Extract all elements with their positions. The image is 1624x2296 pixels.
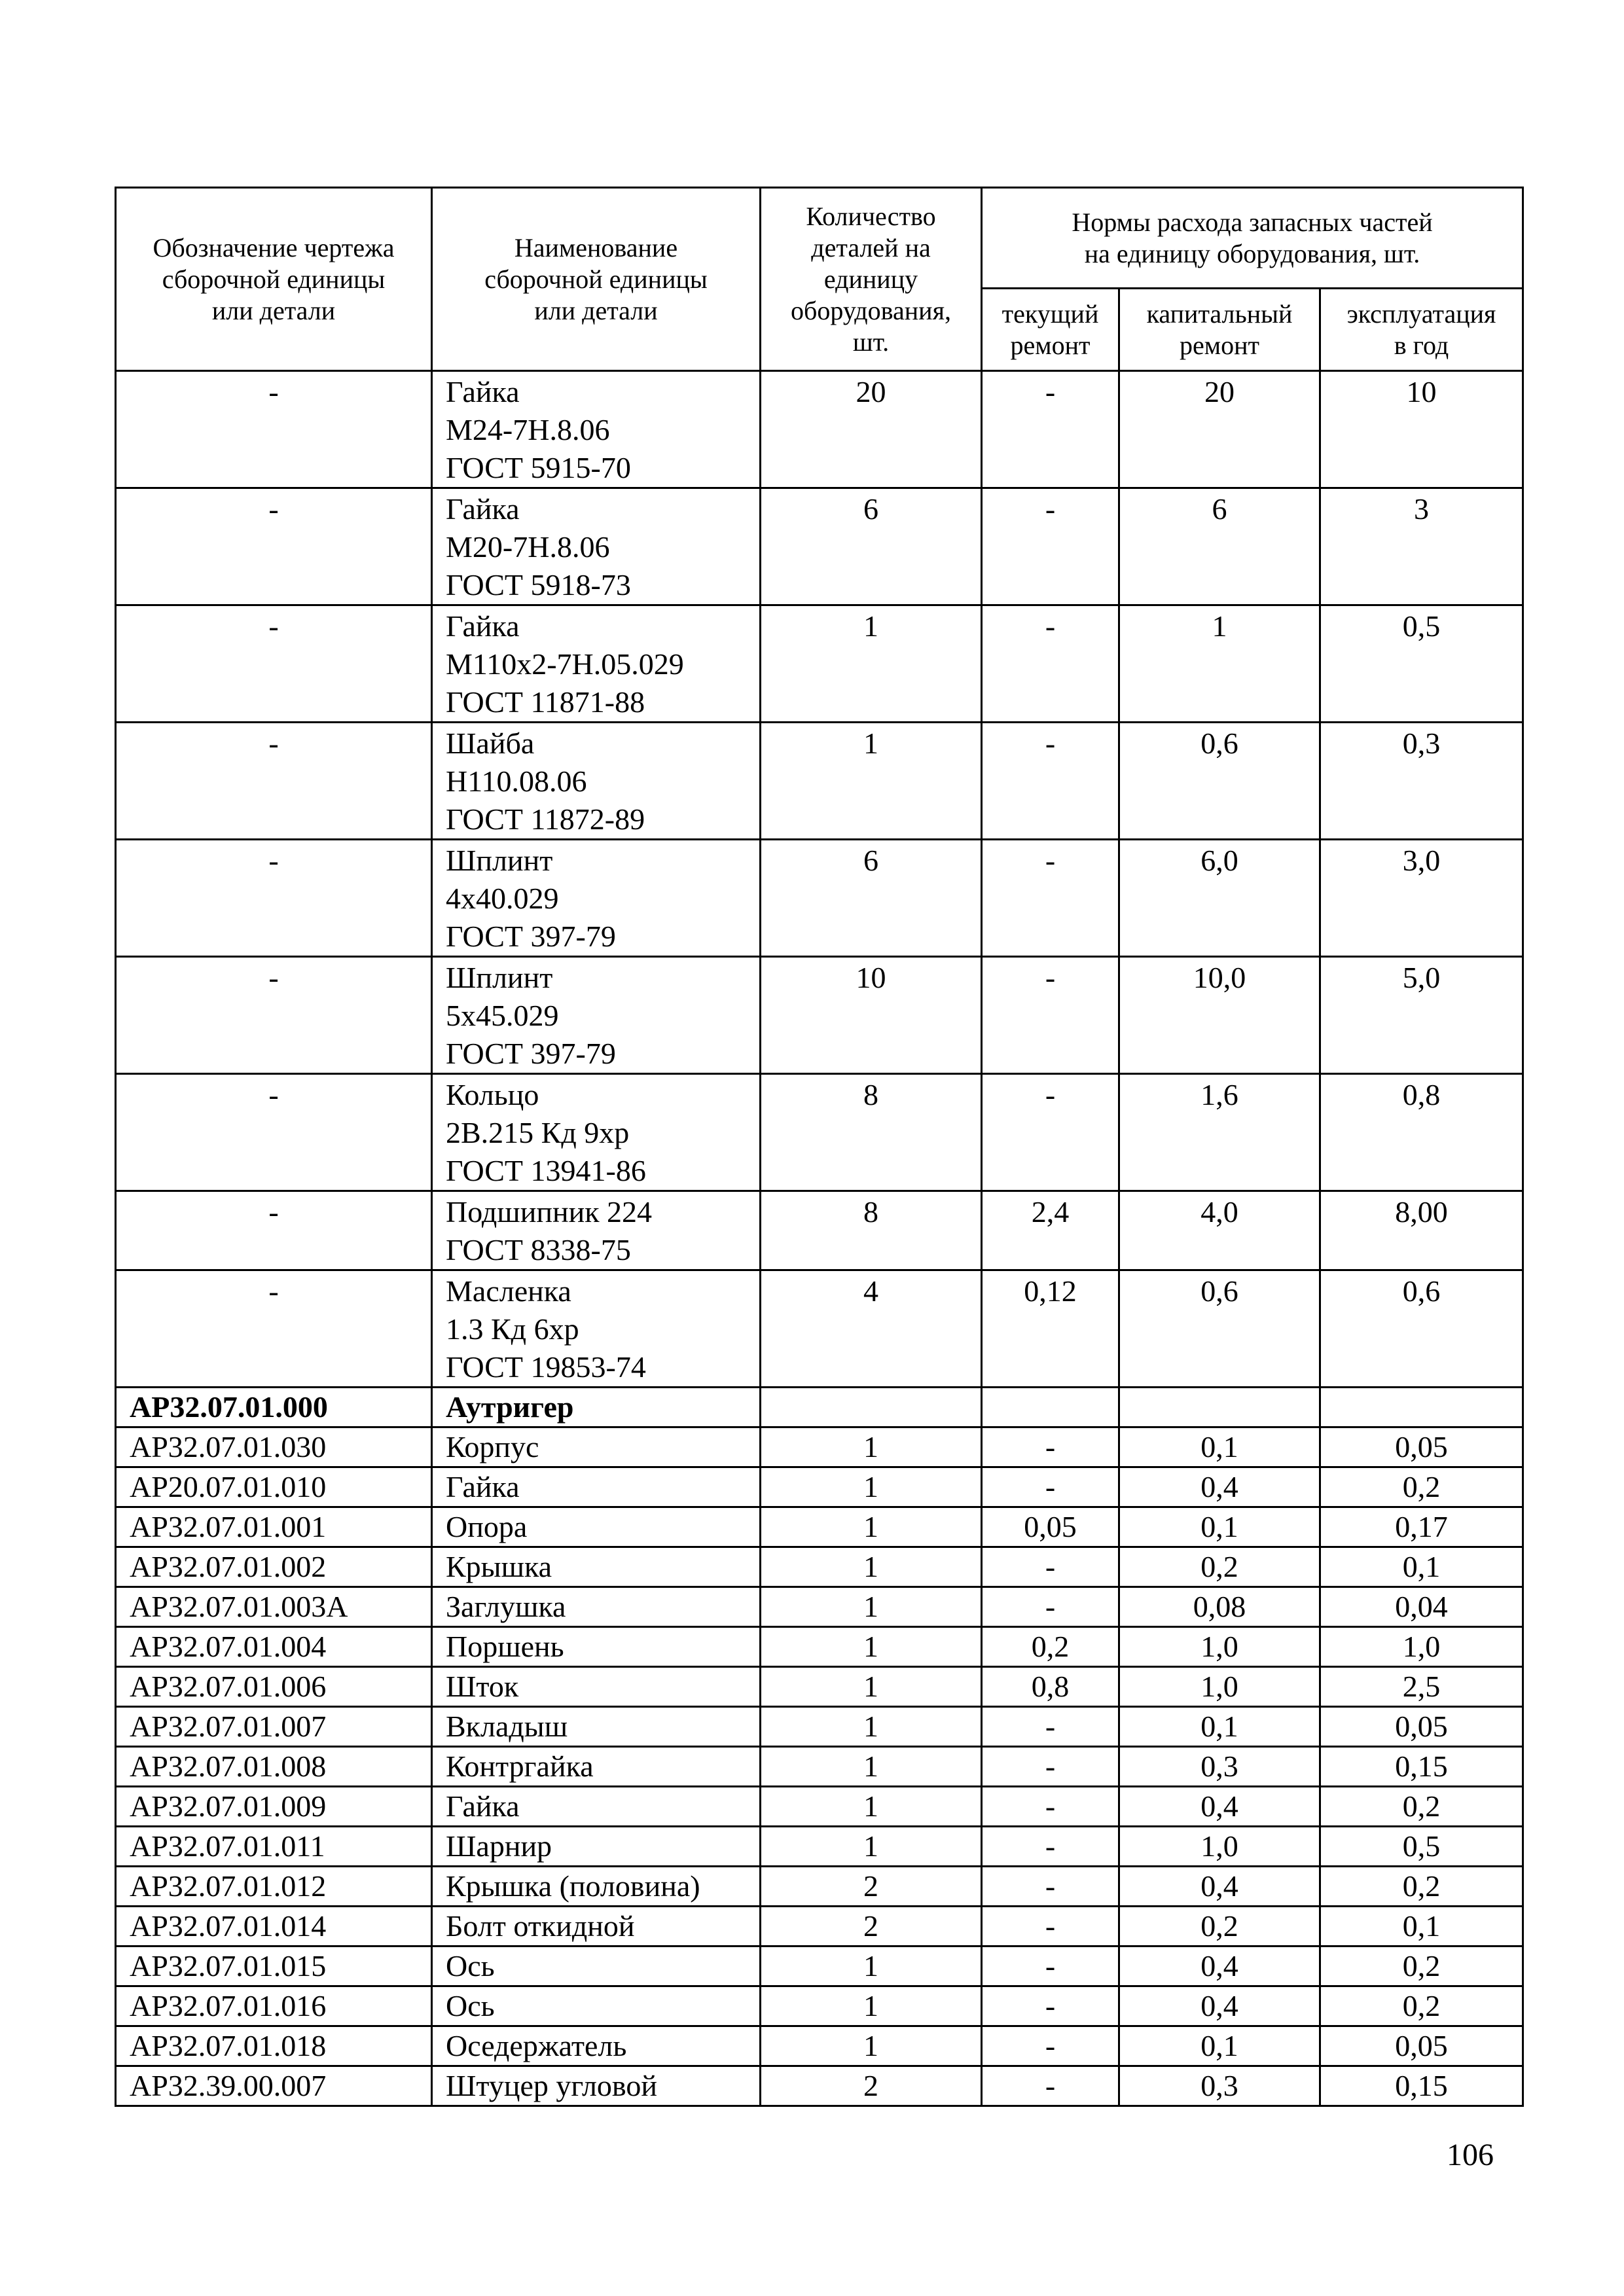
table-row — [116, 2066, 1523, 2106]
header-norms: Нормы расхода запасных частей на единицу оборудования, шт. — [982, 188, 1523, 289]
part-name: Оседержатель — [432, 2026, 761, 2066]
operation-year: 0,2 — [1320, 1467, 1523, 1507]
current-repair: 0,8 — [982, 1667, 1119, 1707]
quantity: 1 — [761, 2026, 982, 2066]
quantity: 1 — [761, 1507, 982, 1547]
capital-repair: 1,0 — [1119, 1667, 1320, 1707]
part-code: АР32.07.01.004 — [116, 1627, 432, 1667]
table-row: - Шплинт 5х45.029 ГОСТ 397-79 10 - 10,0 5,0 — [116, 957, 1523, 1074]
part-name: Гайка — [432, 1467, 761, 1507]
quantity: 1 — [761, 1707, 982, 1747]
current-repair: 0,05 — [982, 1507, 1119, 1547]
capital-repair: 0,4 — [1119, 1467, 1320, 1507]
current-repair: - — [982, 1747, 1119, 1787]
part-code: АР32.07.01.014 — [116, 1907, 432, 1946]
operation-year: 2,5 — [1320, 1667, 1523, 1707]
capital-repair: 0,4 — [1119, 1787, 1320, 1827]
quantity: 1 — [761, 1946, 982, 1986]
part-name: Шток — [432, 1667, 761, 1707]
operation-year: 0,2 — [1320, 1787, 1523, 1827]
capital-repair: 0,2 — [1119, 1547, 1320, 1587]
table-row: - Шплинт 4х40.029 ГОСТ 397-79 6 - 6,0 3,0 — [116, 840, 1523, 957]
quantity: 1 — [761, 1747, 982, 1787]
quantity: 1 — [761, 1547, 982, 1587]
table-row — [116, 1946, 1523, 1986]
part-name: Крышка — [432, 1547, 761, 1587]
current-repair: - — [982, 1986, 1119, 2026]
header-capital-repair: капитальный ремонт — [1119, 289, 1320, 371]
table-row: - Масленка 1.3 Кд 6хр ГОСТ 19853-74 4 0,12 0,6 0,6 — [116, 1270, 1523, 1388]
part-name: Вкладыш — [432, 1707, 761, 1747]
part-name: Штуцер угловой — [432, 2066, 761, 2106]
capital-repair: 0,2 — [1119, 1907, 1320, 1946]
table-row — [116, 1827, 1523, 1867]
current-repair: - — [982, 1867, 1119, 1907]
table-row — [116, 1587, 1523, 1627]
part-name: Гайка М24-7Н.8.06 ГОСТ 5915-70 — [432, 371, 761, 488]
table-row — [116, 1907, 1523, 1946]
part-name: Гайка — [432, 1787, 761, 1827]
group-row: АР32.07.01.000 Аутригер — [116, 1388, 1523, 1427]
part-name: Шплинт 5х45.029 ГОСТ 397-79 — [432, 957, 761, 1074]
part-code: АР32.07.01.012 — [116, 1867, 432, 1907]
capital-repair: 1,0 — [1119, 1627, 1320, 1667]
operation-year: 0,15 — [1320, 2066, 1523, 2106]
operation-year: 0,04 — [1320, 1587, 1523, 1627]
part-name: Гайка М110х2-7Н.05.029 ГОСТ 11871-88 — [432, 605, 761, 723]
part-name: Ось — [432, 1986, 761, 2026]
capital-repair: 0,1 — [1119, 1427, 1320, 1467]
capital-repair: 0,1 — [1119, 1507, 1320, 1547]
table-row: - Кольцо 2В.215 Кд 9хр ГОСТ 13941-86 8 - 1,6 0,8 — [116, 1074, 1523, 1191]
table-body — [116, 371, 1523, 2106]
part-name: Ось — [432, 1946, 761, 1986]
part-name: Крышка (половина) — [432, 1867, 761, 1907]
part-code: АР32.07.01.018 — [116, 2026, 432, 2066]
operation-year: 0,1 — [1320, 1547, 1523, 1587]
header-quantity: Количество деталей на единицу оборудования, шт. — [761, 188, 982, 371]
quantity: 1 — [761, 1667, 982, 1707]
part-name: Корпус — [432, 1427, 761, 1467]
part-code: АР32.07.01.002 — [116, 1547, 432, 1587]
current-repair: - — [982, 1827, 1119, 1867]
table-row — [116, 1986, 1523, 2026]
part-name: Кольцо 2В.215 Кд 9хр ГОСТ 13941-86 — [432, 1074, 761, 1191]
part-name: Заглушка — [432, 1587, 761, 1627]
part-code: АР32.07.01.003А — [116, 1587, 432, 1627]
table-row: - Гайка М110х2-7Н.05.029 ГОСТ 11871-88 1 - 1 0,5 — [116, 605, 1523, 723]
operation-year: 1,0 — [1320, 1627, 1523, 1667]
table-row — [116, 1867, 1523, 1907]
capital-repair: 0,4 — [1119, 1867, 1320, 1907]
table-row — [116, 1707, 1523, 1747]
current-repair: - — [982, 1547, 1119, 1587]
quantity: 1 — [761, 1627, 982, 1667]
current-repair: 0,2 — [982, 1627, 1119, 1667]
header-current-repair: текущий ремонт — [982, 289, 1119, 371]
capital-repair: 0,4 — [1119, 1986, 1320, 2026]
quantity: 1 — [761, 1787, 982, 1827]
table-row — [116, 1667, 1523, 1707]
quantity: 2 — [761, 2066, 982, 2106]
operation-year: 0,2 — [1320, 1946, 1523, 1986]
operation-year: 0,1 — [1320, 1907, 1523, 1946]
page-number: 106 — [1447, 2138, 1494, 2172]
current-repair: - — [982, 1587, 1119, 1627]
part-code: АР32.07.01.009 — [116, 1787, 432, 1827]
operation-year: 0,05 — [1320, 1707, 1523, 1747]
header-operation-year: эксплуатация в год — [1320, 289, 1523, 371]
header-code: Обозначение чертежа сборочной единицы или детали — [116, 188, 432, 371]
table-row: - Подшипник 224 ГОСТ 8338-75 8 2,4 4,0 8,00 — [116, 1191, 1523, 1270]
quantity: 1 — [761, 1467, 982, 1507]
capital-repair: 0,1 — [1119, 2026, 1320, 2066]
capital-repair: 0,08 — [1119, 1587, 1320, 1627]
part-code: АР32.39.00.007 — [116, 2066, 432, 2106]
part-name: Шплинт 4х40.029 ГОСТ 397-79 — [432, 840, 761, 957]
quantity: 1 — [761, 1827, 982, 1867]
table-row — [116, 1547, 1523, 1587]
spare-parts-table — [115, 187, 1524, 2107]
current-repair: - — [982, 1907, 1119, 1946]
part-name: Шайба Н110.08.06 ГОСТ 11872-89 — [432, 723, 761, 840]
part-code: АР32.07.01.030 — [116, 1427, 432, 1467]
table-row: - Гайка М24-7Н.8.06 ГОСТ 5915-70 20 - 20 10 — [116, 371, 1523, 488]
current-repair: - — [982, 1467, 1119, 1507]
quantity: 1 — [761, 1427, 982, 1467]
table-row: - Гайка М20-7Н.8.06 ГОСТ 5918-73 6 - 6 3 — [116, 488, 1523, 605]
operation-year: 0,05 — [1320, 1427, 1523, 1467]
current-repair: - — [982, 2026, 1119, 2066]
part-name: Шарнир — [432, 1827, 761, 1867]
part-name: Болт откидной — [432, 1907, 761, 1946]
part-code: АР32.07.01.015 — [116, 1946, 432, 1986]
part-name: Контргайка — [432, 1747, 761, 1787]
table-row — [116, 1507, 1523, 1547]
capital-repair: 0,4 — [1119, 1946, 1320, 1986]
current-repair: - — [982, 1787, 1119, 1827]
capital-repair: 0,1 — [1119, 1707, 1320, 1747]
table-row: - Шайба Н110.08.06 ГОСТ 11872-89 1 - 0,6 0,3 — [116, 723, 1523, 840]
current-repair: - — [982, 1946, 1119, 1986]
capital-repair: 0,3 — [1119, 2066, 1320, 2106]
part-name: Масленка 1.3 Кд 6хр ГОСТ 19853-74 — [432, 1270, 761, 1388]
header-name: Наименование сборочной единицы или детали — [432, 188, 761, 371]
quantity: 2 — [761, 1907, 982, 1946]
current-repair: - — [982, 1427, 1119, 1467]
part-code: АР20.07.01.010 — [116, 1467, 432, 1507]
part-name: Гайка М20-7Н.8.06 ГОСТ 5918-73 — [432, 488, 761, 605]
part-name: Поршень — [432, 1627, 761, 1667]
part-code: АР32.07.01.016 — [116, 1986, 432, 2026]
table-row — [116, 1787, 1523, 1827]
part-name: Подшипник 224 ГОСТ 8338-75 — [432, 1191, 761, 1270]
part-name: Опора — [432, 1507, 761, 1547]
capital-repair: 1,0 — [1119, 1827, 1320, 1867]
operation-year: 0,2 — [1320, 1986, 1523, 2026]
part-code: АР32.07.01.006 — [116, 1667, 432, 1707]
current-repair: - — [982, 1707, 1119, 1747]
part-code: АР32.07.01.001 — [116, 1507, 432, 1547]
operation-year: 0,17 — [1320, 1507, 1523, 1547]
table-row — [116, 1627, 1523, 1667]
table-row — [116, 1427, 1523, 1467]
operation-year: 0,5 — [1320, 1827, 1523, 1867]
part-code: АР32.07.01.007 — [116, 1707, 432, 1747]
table-row — [116, 2026, 1523, 2066]
part-code: АР32.07.01.008 — [116, 1747, 432, 1787]
table-row — [116, 1467, 1523, 1507]
quantity: 1 — [761, 1986, 982, 2026]
quantity: 1 — [761, 1587, 982, 1627]
table-row — [116, 1747, 1523, 1787]
quantity: 2 — [761, 1867, 982, 1907]
current-repair: - — [982, 2066, 1119, 2106]
part-code: АР32.07.01.011 — [116, 1827, 432, 1867]
operation-year: 0,2 — [1320, 1867, 1523, 1907]
capital-repair: 0,3 — [1119, 1747, 1320, 1787]
operation-year: 0,15 — [1320, 1747, 1523, 1787]
table-header — [116, 188, 1523, 371]
operation-year: 0,05 — [1320, 2026, 1523, 2066]
